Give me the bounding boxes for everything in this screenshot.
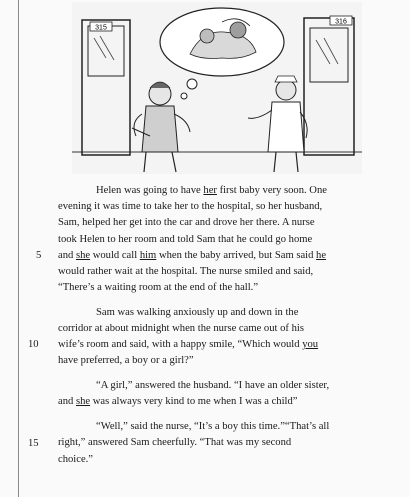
text-segment: Helen was going to have — [96, 185, 204, 196]
underlined-word: her — [203, 185, 217, 196]
line-number: 15 — [28, 437, 39, 449]
text-line — [58, 264, 376, 280]
text-segment: corridor at about midnight when the nurse came out of his — [58, 323, 304, 335]
text-segment: Sam was walking anxiously up and down in the — [96, 306, 299, 318]
text-segment: first baby very soon. One — [216, 185, 327, 196]
text-segment: “Well,” said the nurse, “It’s a boy this time.”“That’s all — [96, 421, 330, 433]
text-line — [58, 378, 376, 394]
text-segment: evening it was time to take her to the hospital, so her husband, — [58, 201, 323, 213]
text-line — [58, 232, 376, 248]
text-line — [58, 452, 376, 468]
text-line — [58, 353, 376, 369]
text-segment: wife’s room and said, with a happy smile, “Which would — [58, 339, 303, 351]
right-door-sign: 316 — [335, 18, 347, 26]
text-line — [58, 305, 376, 321]
text-segment: would call — [90, 249, 140, 261]
text-line — [58, 394, 376, 410]
text-line — [58, 280, 376, 296]
text-segment: when the baby arrived, but Sam said — [156, 249, 317, 261]
text-segment: right,” answered Sam cheerfully. “That was my second — [58, 437, 292, 449]
text-segment: took Helen to her room and told Sam that he could go home — [58, 233, 313, 245]
text-line — [58, 337, 376, 353]
text-segment: and — [58, 396, 76, 408]
text-segment: have preferred, a boy or a girl?” — [58, 355, 194, 367]
text-segment: “A girl,” answered the husband. “I have an older sister, — [96, 380, 330, 392]
left-door-sign: 315 — [95, 24, 107, 32]
text-line — [58, 215, 376, 231]
underlined-word: she — [75, 396, 91, 408]
story-text — [58, 183, 376, 468]
text-segment: Sam, helped her get into the car and drove her there. A nurse — [58, 217, 315, 229]
story-illustration — [72, 2, 362, 174]
underlined-word: him — [139, 249, 157, 261]
margin-rule — [18, 0, 19, 497]
paragraph — [58, 305, 376, 370]
text-line — [58, 419, 376, 435]
line-number: 5 — [36, 249, 42, 261]
text-segment: choice.” — [58, 453, 93, 465]
text-line — [58, 248, 376, 264]
paragraph — [58, 378, 376, 410]
underlined-word: he — [316, 249, 327, 261]
text-line — [58, 435, 376, 451]
line-number: 10 — [28, 339, 39, 351]
text-segment: was always very kind to me when I was a child” — [90, 396, 298, 408]
text-segment: “There’s a waiting room at the end of the hall.” — [58, 282, 259, 294]
underlined-word: she — [75, 249, 91, 261]
paragraph — [58, 419, 376, 468]
text-line — [58, 183, 376, 199]
text-segment: and — [58, 249, 76, 261]
underlined-word: you — [302, 339, 319, 351]
text-line — [58, 321, 376, 337]
paragraph — [58, 183, 376, 296]
text-line — [58, 199, 376, 215]
text-segment: would rather wait at the hospital. The nurse smiled and said, — [58, 265, 314, 277]
